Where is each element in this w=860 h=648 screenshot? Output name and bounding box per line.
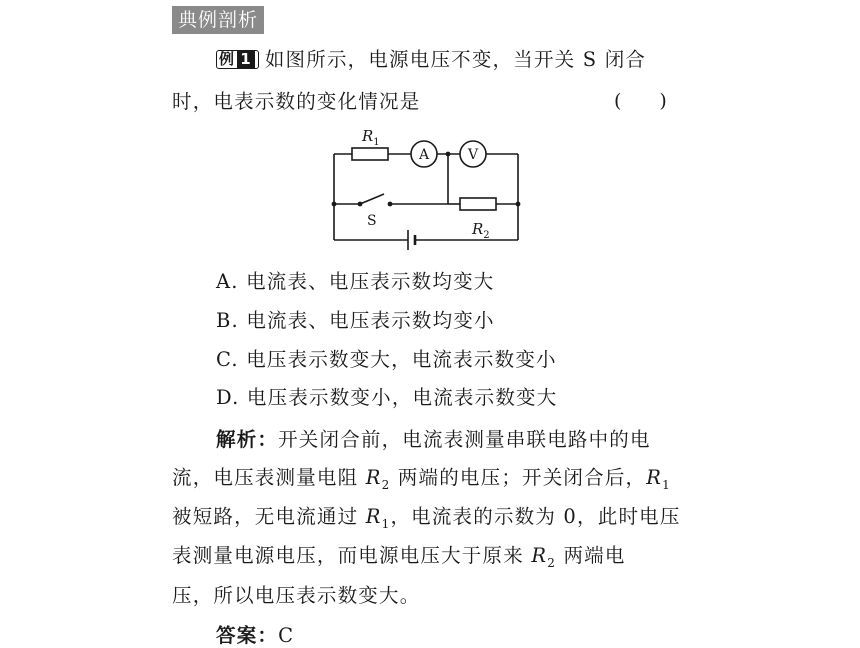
analysis-line-1: 解析：开关闭合前，电流表测量串联电路中的电	[216, 428, 651, 451]
option-c: C. 电压表示数变大，电流表示数变小	[216, 348, 557, 371]
analysis-line-4: 表测量电源电压，而电源电压大于原来 $R_2$ 两端电	[172, 544, 626, 570]
label-ammeter: A	[418, 147, 430, 163]
label-r1: $R_1$	[362, 127, 380, 148]
label-r2: $R_2$	[472, 220, 490, 241]
analysis-line-5: 压，所以电压表示数变大。	[172, 584, 421, 607]
answer-blank: ( )	[614, 90, 667, 112]
question-line-2: 时，电表示数的变化情况是	[172, 90, 421, 113]
analysis-label: 解析：	[216, 428, 279, 451]
section-tag: 典例剖析	[172, 6, 264, 34]
option-b: B. 电流表、电压表示数均变小	[216, 309, 495, 332]
circuit-diagram	[320, 122, 530, 252]
resistor-r2	[460, 198, 496, 210]
answer-value: C	[278, 624, 295, 647]
label-voltmeter: V	[467, 147, 479, 163]
option-d: D. 电压表示数变小，电流表示数变大	[216, 386, 558, 409]
answer-line	[216, 620, 294, 648]
analysis-line-3: 被短路，无电流通过 $R_1$，电流表的示数为 0，此时电压	[172, 505, 681, 531]
resistor-r1	[352, 148, 388, 160]
question-line-1: 例 1 如图所示，电源电压不变，当开关 S 闭合	[216, 44, 646, 72]
label-switch: S	[367, 213, 377, 229]
example-badge: 例 1	[216, 50, 259, 69]
option-a: A. 电流表、电压表示数均变大	[216, 270, 495, 293]
switch-lever	[360, 194, 384, 204]
analysis-line-2: 流，电压表测量电阻 $R_2$ 两端的电压；开关闭合后，$R_1$	[172, 466, 671, 492]
answer-label: 答案：	[216, 624, 279, 647]
